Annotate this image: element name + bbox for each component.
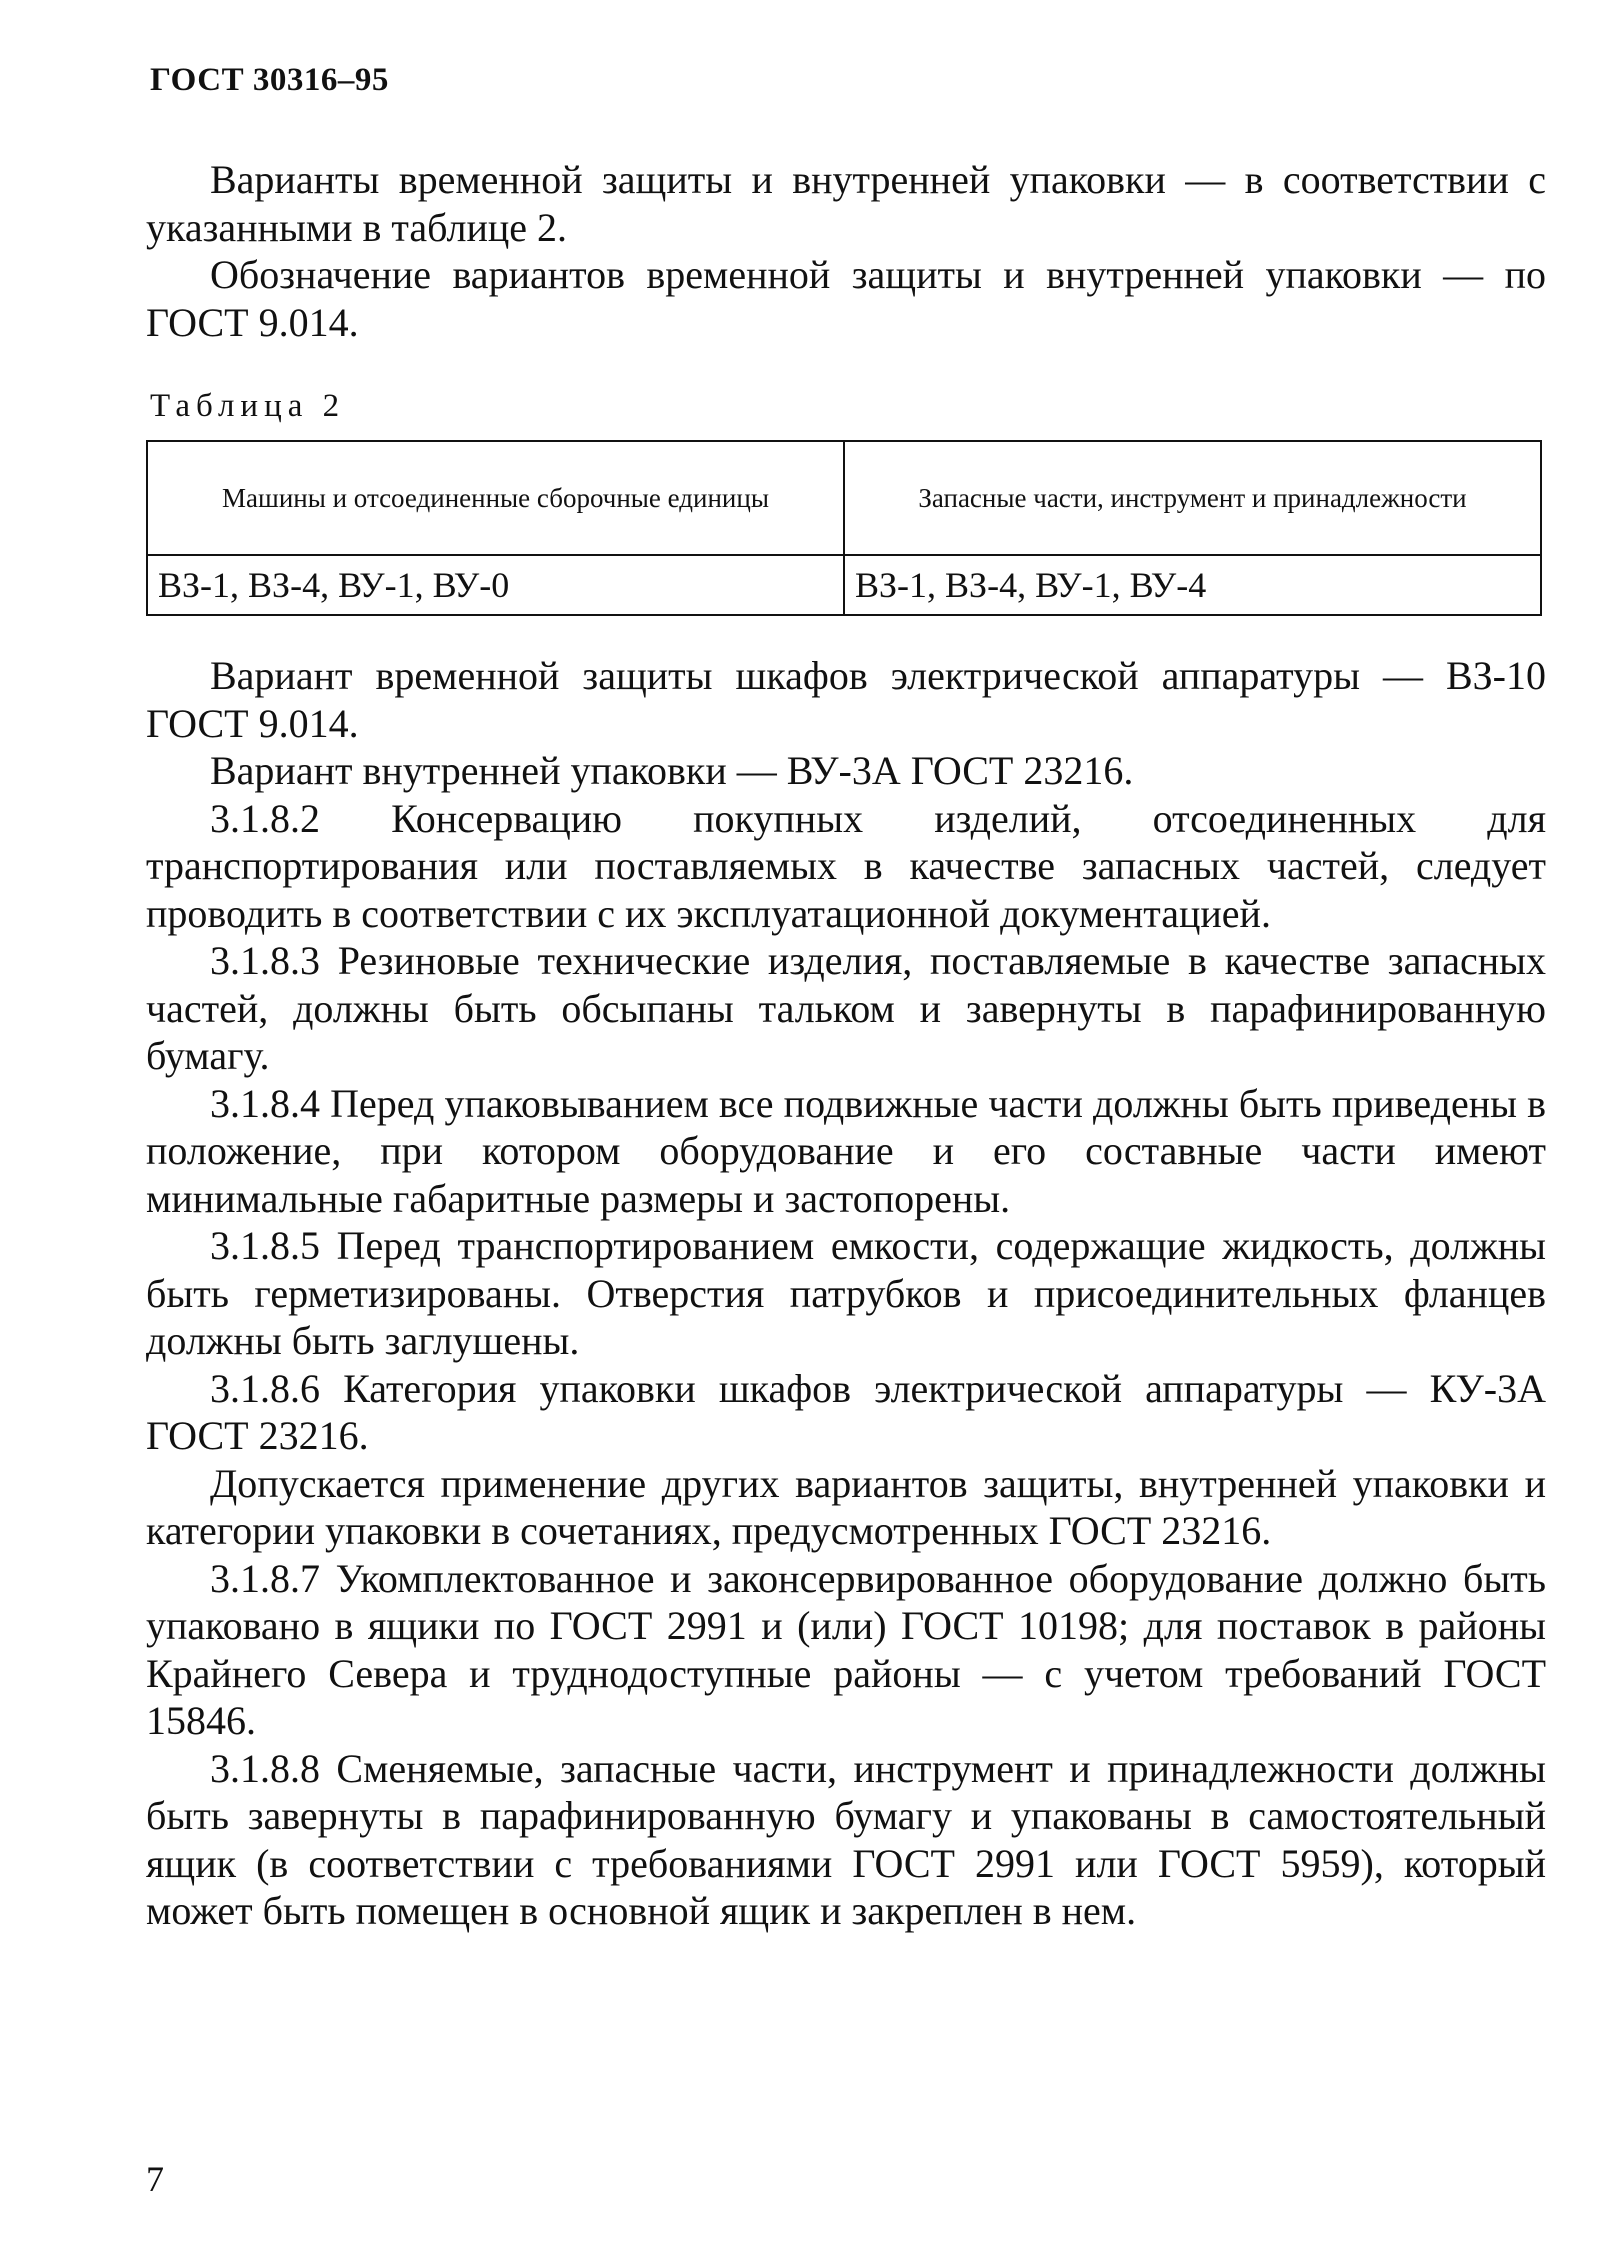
paragraph: Вариант внутренней упаковки — ВУ-3А ГОСТ 23216. [210, 748, 1134, 793]
body-section [146, 652, 1546, 1935]
paragraph: Варианты временной защиты и внутренней упаковки — в соответствии с указанными в таблице 2. [146, 157, 1546, 250]
paragraph: Допускается применение других вариантов защиты, внутренней упаковки и категории упаковки в сочетаниях, предусмотренных ГОСТ 23216. [146, 1460, 1546, 1553]
clause-3-1-8-8: 3.1.8.8 Сменяемые, запасные части, инструмент и принадлежности должны быть завернуты в парафинированную бумагу и упакованы в самостоятельный ящик (в соответствии с требованиями ГОСТ 2991 или ГОСТ 5959), который может быть помещен в основной ящик и закреплен в нем. [146, 1745, 1546, 1933]
column-header-spare-parts: Запасные части, инструмент и принадлежности [844, 441, 1541, 555]
clause-3-1-8-4: 3.1.8.4 Перед упаковыванием все подвижные части должны быть приведены в положение, при котором оборудование и его составные части имеют минимальные габаритные размеры и застопорены. [146, 1080, 1546, 1221]
document-code: ГОСТ 30316–95 [150, 62, 389, 98]
table-header-row [147, 441, 1541, 555]
clause-3-1-8-3: 3.1.8.3 Резиновые технические изделия, поставляемые в качестве запасных частей, должны быть обсыпаны тальком и завернуты в парафинированную бумагу. [146, 938, 1546, 1078]
column-header-machines: Машины и отсоединенные сборочные единицы [147, 441, 844, 555]
table-row [147, 555, 1541, 615]
paragraph: Вариант временной защиты шкафов электрической аппаратуры — ВЗ-10 ГОСТ 9.014. [146, 653, 1546, 746]
clause-3-1-8-6: 3.1.8.6 Категория упаковки шкафов электрической аппаратуры — КУ-3А ГОСТ 23216. [146, 1365, 1546, 1458]
table-container [146, 440, 1542, 616]
clause-3-1-8-2: 3.1.8.2 Консервацию покупных изделий, отсоединенных для транспортирования или поставляемых в качестве запасных частей, следует проводить в соответствии с их эксплуатационной документацией. [146, 795, 1546, 936]
page-number: 7 [146, 2159, 164, 2199]
protection-variants-table [146, 440, 1542, 616]
clause-3-1-8-5: 3.1.8.5 Перед транспортированием емкости, содержащие жидкость, должны быть герметизированы. Отверстия патрубков и присоединительных фланцев должны быть заглушены. [146, 1223, 1546, 1363]
table-cell: ВЗ-1, ВЗ-4, ВУ-1, ВУ-0 [147, 555, 844, 615]
intro-section [146, 156, 1546, 346]
table-caption: Таблица 2 [150, 388, 346, 424]
clause-3-1-8-7: 3.1.8.7 Укомплектованное и законсервированное оборудование должно быть упаковано в ящики по ГОСТ 2991 и (или) ГОСТ 10198; для поставок в районы Крайнего Севера и труднодоступные районы — с учетом требований ГОСТ 15846. [146, 1555, 1546, 1743]
paragraph: Обозначение вариантов временной защиты и внутренней упаковки — по ГОСТ 9.014. [146, 252, 1546, 345]
table-cell: ВЗ-1, ВЗ-4, ВУ-1, ВУ-4 [844, 555, 1541, 615]
